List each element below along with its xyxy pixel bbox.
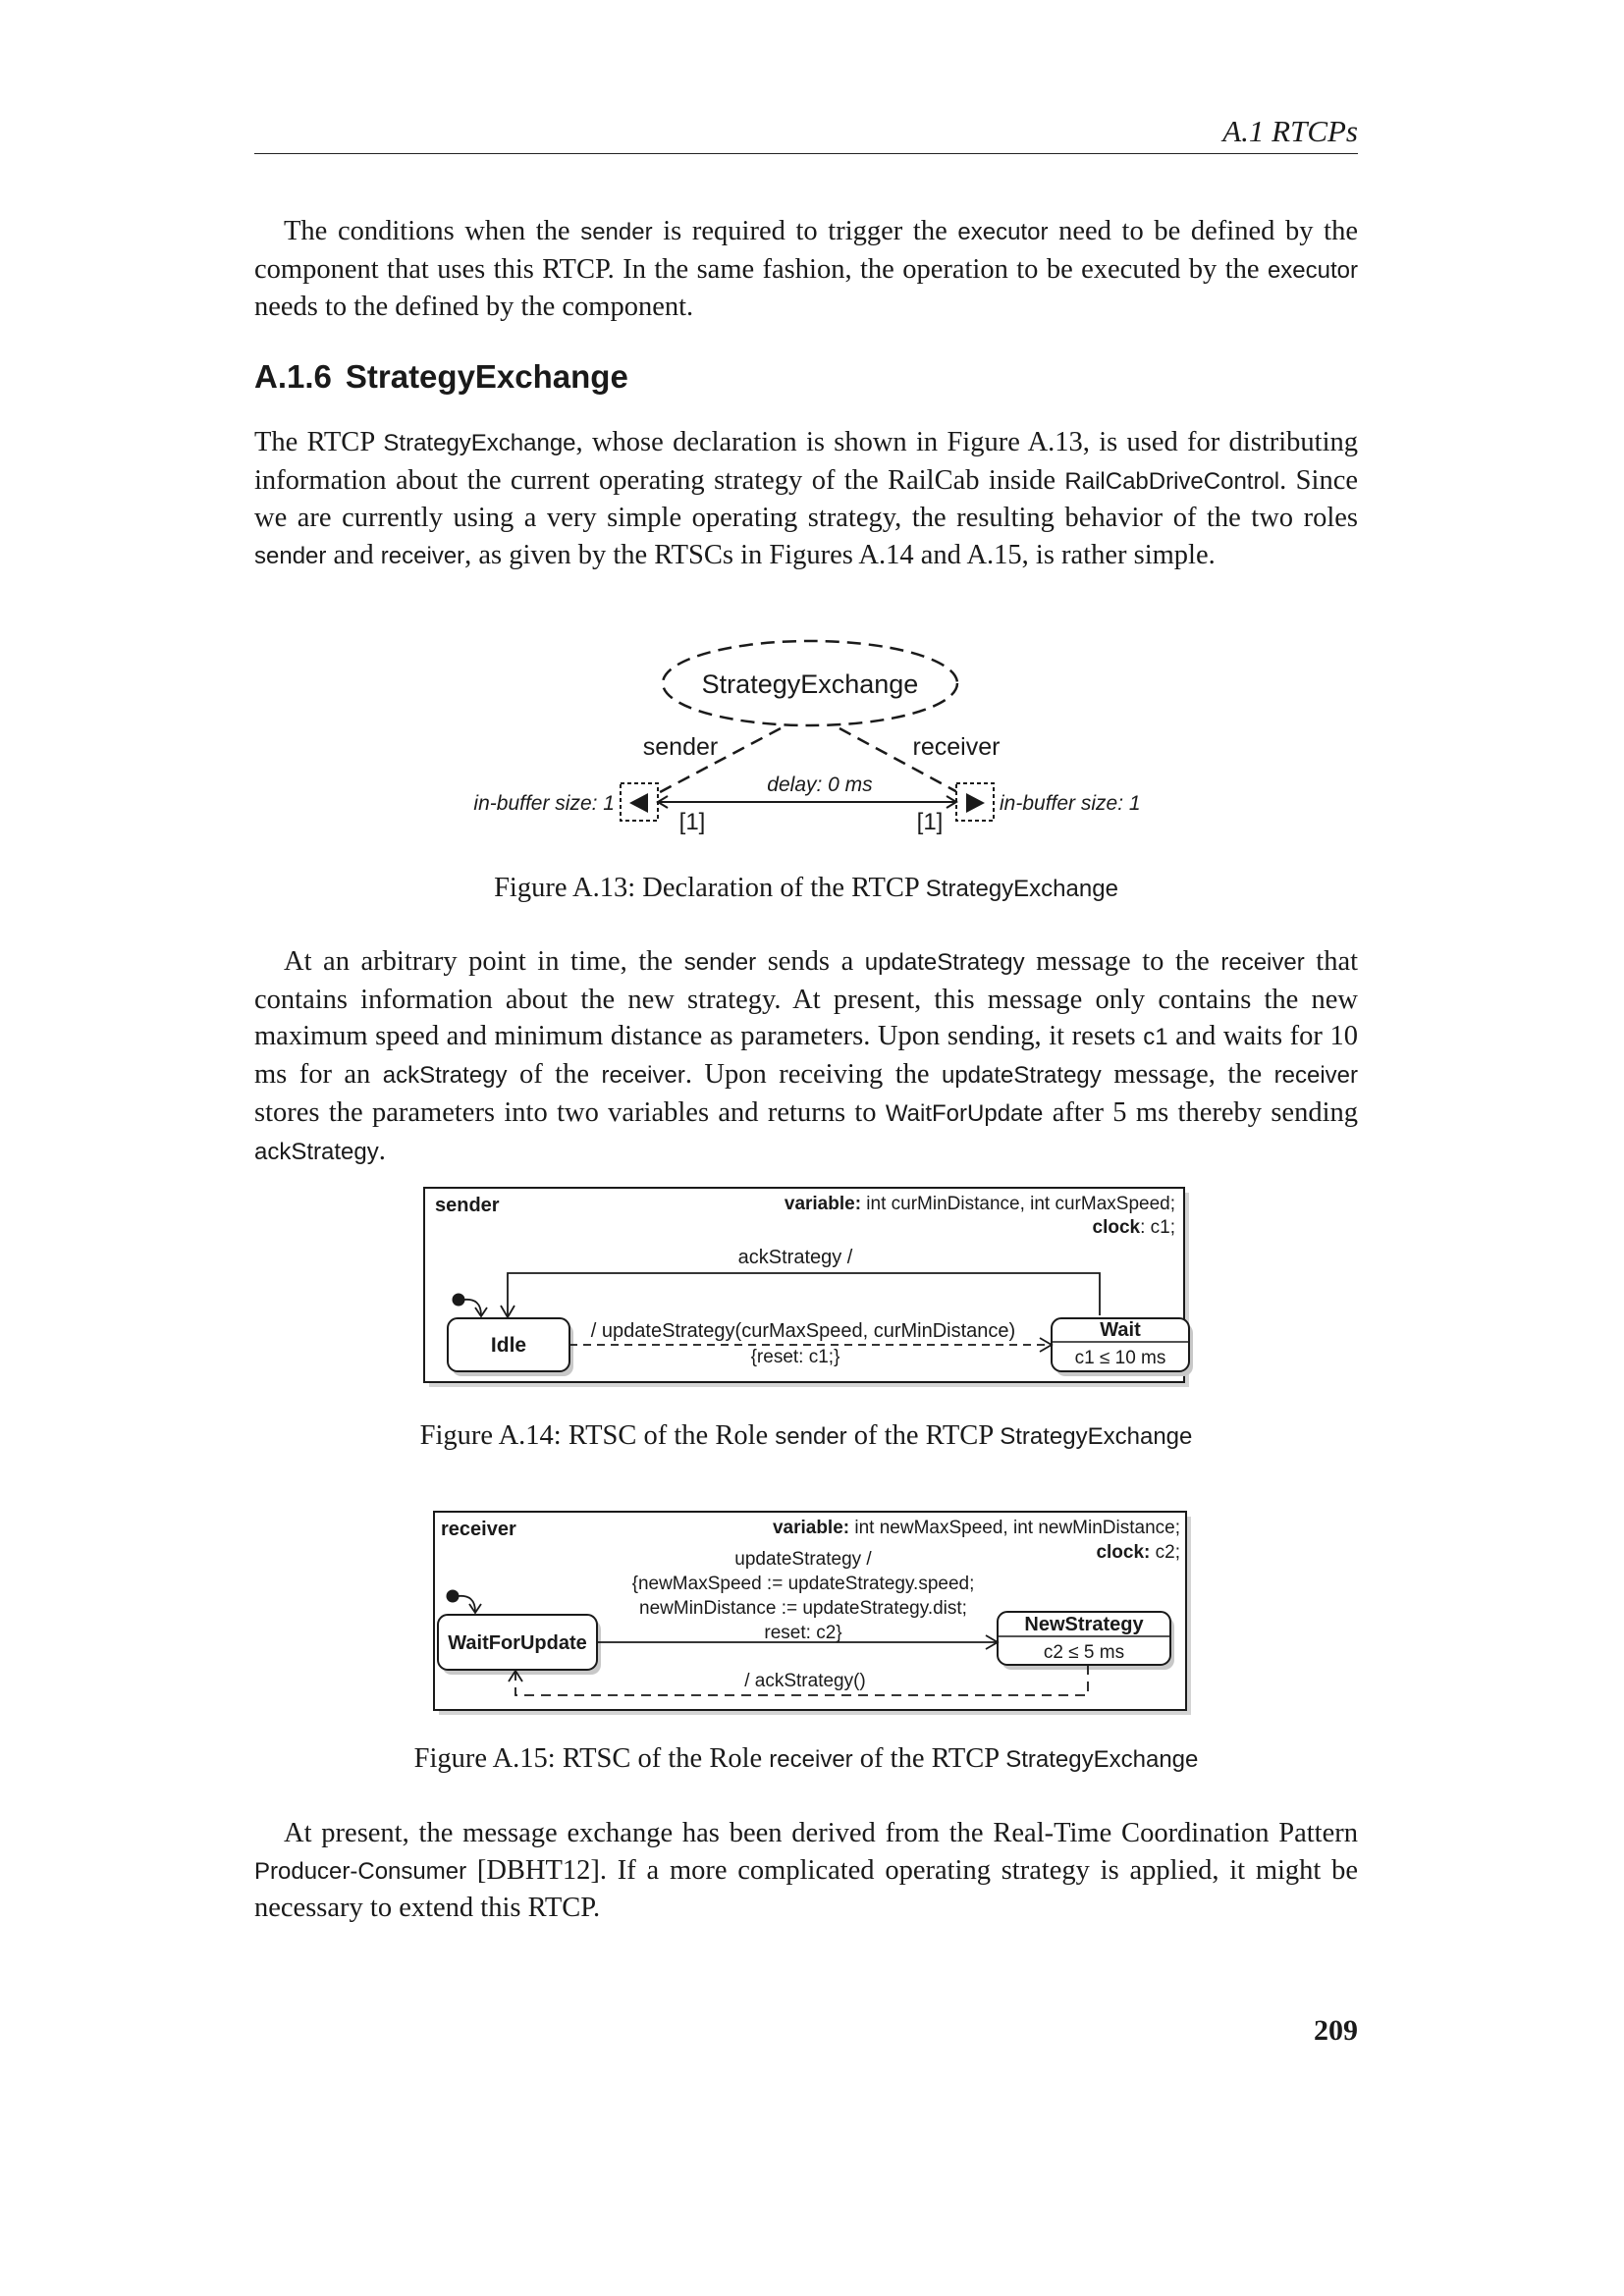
pattern-name: StrategyExchange bbox=[701, 669, 919, 699]
rtsc-clock-declaration: clock: c1; bbox=[1092, 1217, 1175, 1238]
buffer-left-label: in-buffer size: 1 bbox=[473, 792, 615, 815]
figure-a13-diagram bbox=[452, 628, 1178, 844]
page-number: 209 bbox=[1314, 2014, 1358, 2047]
connector-delay-label: delay: 0 ms bbox=[767, 774, 873, 796]
transition-label-line4: reset: c2} bbox=[764, 1623, 842, 1643]
figure-a14-caption: Figure A.14: RTSC of the Role sender of the RTCP StrategyExchange bbox=[419, 1420, 1193, 1451]
header-title: A.1 RTCPs bbox=[1222, 114, 1358, 148]
initial-state-icon bbox=[447, 1590, 460, 1603]
role-label-sender: sender bbox=[642, 733, 719, 761]
intro-paragraph: The conditions when the sender is required to trigger the executor need to be defined by the component that uses this RTCP. In the same fashion, the operation to be executed by the executor needs to the defined by the component. bbox=[254, 216, 1358, 323]
section-title: StrategyExchange bbox=[345, 358, 628, 395]
transition-updatestrategy-reset: {reset: c1;} bbox=[750, 1347, 840, 1367]
section-number: A.1.6 bbox=[254, 358, 332, 395]
transition-label-line2: {newMaxSpeed := updateStrategy.speed; bbox=[631, 1574, 975, 1594]
state-waitforupdate-label: WaitForUpdate bbox=[448, 1632, 587, 1654]
multiplicity-right: [1] bbox=[916, 809, 944, 835]
multiplicity-left: [1] bbox=[678, 809, 706, 835]
transition-label-line1: updateStrategy / bbox=[734, 1549, 872, 1570]
transition-ackstrategy-label: / ackStrategy() bbox=[744, 1671, 866, 1691]
transition-ackstrategy-label: ackStrategy / bbox=[737, 1247, 853, 1268]
figure-a13-caption: Figure A.13: Declaration of the RTCP StrategyExchange bbox=[494, 873, 1118, 903]
paragraph-2: At an arbitrary point in time, the sender sends a updateStrategy message to the receiver that contains information about the new strategy. At present, this message only contains the new maximum speed and minimum distance as parameters. Upon sending, it resets c1 and waits for 10 ms for an ackStrategy of the receiver. Upon receiving the updateStrategy message, the receiver stores the parameters into two variables and returns to WaitForUpdate after 5 ms thereby sending ackStrategy. bbox=[254, 946, 1359, 1166]
role-label-receiver: receiver bbox=[912, 733, 1001, 761]
rtsc-role-name: sender bbox=[435, 1195, 500, 1216]
running-header bbox=[254, 108, 1358, 154]
figure-a14-diagram bbox=[422, 1186, 1198, 1397]
section-heading bbox=[254, 358, 628, 396]
rtsc-variable-declaration: variable: int newMaxSpeed, int newMinDistance; bbox=[772, 1518, 1180, 1538]
paragraph-1: The RTCP StrategyExchange, whose declaration is shown in Figure A.13, is used for distributing information about the current operating strategy of the RailCab inside RailCabDriveControl. Since we are currently using a very simple operating strategy, the resulting behavior of the two roles sender and receiver, as given by the RTSCs in Figures A.14 and A.15, is rather simple. bbox=[254, 427, 1358, 571]
figure-a15-caption: Figure A.15: RTSC of the Role receiver of the RTCP StrategyExchange bbox=[413, 1743, 1199, 1774]
transition-label-line3: newMinDistance := updateStrategy.dist; bbox=[639, 1598, 967, 1619]
transition-updatestrategy-label: / updateStrategy(curMaxSpeed, curMinDistance) bbox=[590, 1320, 1016, 1342]
state-wait-label: Wait bbox=[1100, 1319, 1141, 1341]
state-newstrategy-invariant: c2 ≤ 5 ms bbox=[1043, 1642, 1125, 1663]
buffer-right-label: in-buffer size: 1 bbox=[1000, 792, 1141, 815]
initial-state-icon bbox=[453, 1294, 465, 1307]
rtsc-role-name: receiver bbox=[441, 1519, 516, 1540]
state-newstrategy-label: NewStrategy bbox=[1024, 1614, 1144, 1635]
figure-a15-diagram bbox=[432, 1510, 1198, 1726]
paragraph-3: At present, the message exchange has been derived from the Real-Time Coordination Pattern Producer-Consumer [DBHT12]. If a more complicated operating strategy is applied, it might be necessary to extend this RTCP. bbox=[254, 1818, 1358, 1924]
state-idle-label: Idle bbox=[490, 1334, 527, 1357]
rtsc-clock-declaration: clock: c2; bbox=[1096, 1542, 1180, 1563]
rtsc-variable-declaration: variable: int curMinDistance, int curMaxSpeed; bbox=[784, 1194, 1175, 1214]
state-wait-invariant: c1 ≤ 10 ms bbox=[1074, 1348, 1166, 1368]
